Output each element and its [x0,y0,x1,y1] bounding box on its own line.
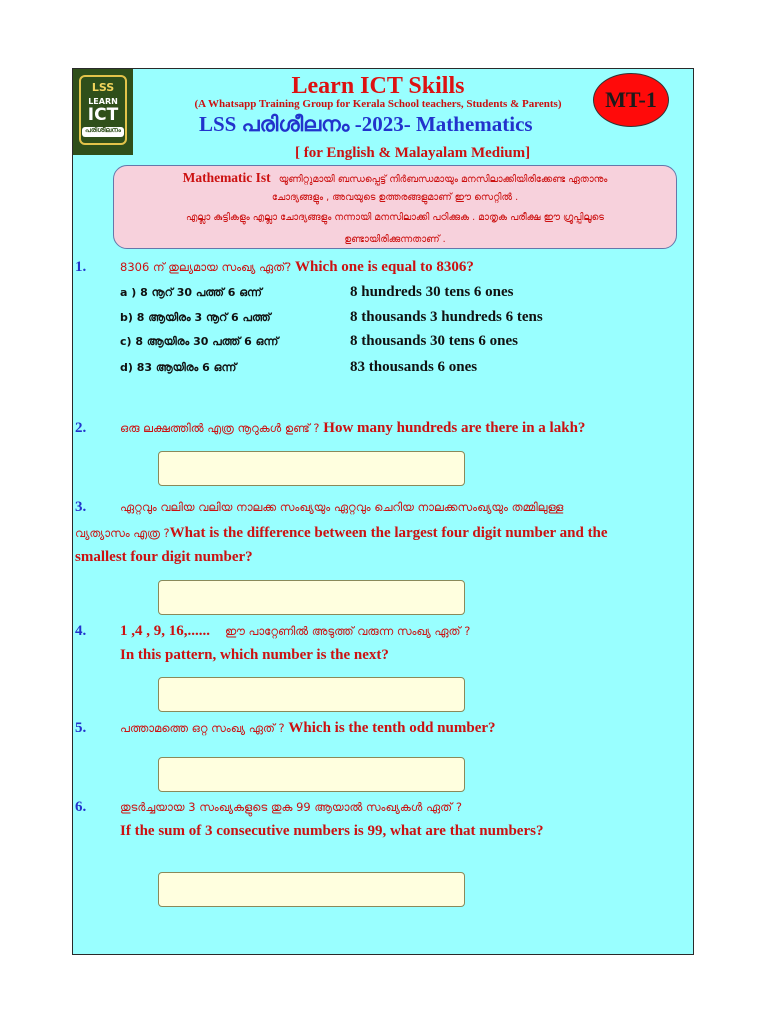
question-2-ml: ഒരു ലക്ഷത്തിൽ എത്ര നൂറുകൾ ഉണ്ട് ? [120,421,320,435]
question-3-line-2 [75,525,608,542]
question-5-text [120,720,496,737]
option-d-ml [120,359,236,376]
question-3-line-3: smallest four digit number? [75,549,253,565]
badge-label: MT-1 [605,87,657,112]
question-1-number: 1. [75,259,87,275]
question-6-number: 6. [75,799,87,815]
question-6-ml [120,799,462,816]
question-5-en: Which is the tenth odd number? [288,720,496,736]
option-d-en: 83 thousands 6 ones [350,359,478,375]
option-c-en: 8 thousands 30 tens 6 ones [350,333,518,349]
question-2-en: How many hundreds are there in a lakh? [323,420,586,436]
lss-heading: LSS പരിശീലനം -2023- Mathematics [199,112,533,136]
question-3-en-line-2: What is the difference between the largest four digit number and the [169,525,608,541]
question-3-number: 3. [75,499,87,515]
answer-box-2[interactable] [158,451,465,486]
instructions-lead: Mathematic Ist [182,170,271,185]
worksheet-page [72,68,694,955]
option-b-ml [120,309,271,326]
question-4-ml: ഈ പാറ്റേണിൽ അടുത്ത് വരുന്ന സംഖ്യ ഏത് ? [225,624,471,638]
logo-ict-text: ICT [87,105,119,125]
answer-box-6[interactable] [158,872,465,907]
page-subtitle: (A Whatsapp Training Group for Kerala School teachers, Students & Parents) [194,98,562,110]
question-3-line-1 [120,499,563,516]
question-4-en: In this pattern, which number is the next? [120,647,389,663]
answer-box-3[interactable] [158,580,465,615]
question-3-ml-line-2: വ്യത്യാസം എത്ര ? [75,526,170,540]
instructions-box [113,165,677,249]
option-a-en: 8 hundreds 30 tens 6 ones [350,284,514,300]
option-b-en: 8 thousands 3 hundreds 6 tens [350,309,543,325]
instructions-text-1: യൂണിറ്റുമായി ബന്ധപ്പെട്ട് നിർബന്ധമായും മനസിലാക്കിയിരിക്കേണ്ട ഏതാനും [278,174,608,185]
question-1-ml: 8306 ന് തുല്യമായ സംഖ്യ ഏത്? [120,260,292,274]
question-4-line-1 [120,623,470,640]
question-3-ml-line-1: ഏറ്റവും വലിയ വലിയ നാലക്ക സംഖ്യയും ഏറ്റവും ചെറിയ നാലക്കസംഖ്യയും തമ്മിലുള്ള [120,500,564,514]
instructions-line-1 [114,170,676,186]
answer-box-5[interactable] [158,757,465,792]
instructions-line-3: എല്ലാ കുട്ടികളും എല്ലാ ചോദ്യങ്ങളും നന്നായി മനസിലാക്കി പഠിക്കുക . മാതൃക പരീക്ഷ ഈ ഗ്രൂപ്പിലൂടെ [185,212,604,223]
option-b-ml-text: b) 8 ആയിരം 3 നൂറ് 6 പത്ത് [120,311,271,324]
question-5-ml: പത്താമത്തെ ഒറ്റ സംഖ്യ ഏത് ? [120,721,285,735]
logo-learn-text: LEARN [88,97,118,106]
question-5-number: 5. [75,720,87,736]
option-c-ml-text: c) 8 ആയിരം 30 പത്ത് 6 ഒന്ന് [120,335,279,348]
question-1-en: Which one is equal to 8306? [295,259,474,275]
question-2-number: 2. [75,420,87,436]
instructions-line-4: ഉണ്ടായിരിക്കുന്നതാണ് . [344,234,446,245]
option-a-ml-text: a ) 8 നൂറ് 30 പത്ത് 6 ഒന്ന് [120,286,262,299]
question-2-text [120,420,585,437]
medium-note: [ for English & Malayalam Medium] [295,145,531,161]
answer-box-4[interactable] [158,677,465,712]
question-4-pattern: 1 ,4 , 9, 16,...... [120,623,210,639]
instructions-line-2: ചോദ്യങ്ങളും , അവയുടെ ഉത്തരങ്ങളുമാണ് ഈ സെറ്റിൽ . [271,192,519,203]
option-c-ml [120,333,278,350]
question-4-number: 4. [75,623,87,639]
logo-lss-text: LSS [91,81,115,94]
question-6-en: If the sum of 3 consecutive numbers is 99, what are that numbers? [120,823,544,839]
question-6-ml-text: തുടർച്ചയായ 3 സംഖ്യകളുടെ തുക 99 ആയാൽ സംഖ്യകൾ ഏത് ? [120,800,462,814]
page-title: Learn ICT Skills [291,73,465,99]
mt1-badge [593,73,669,127]
option-d-ml-text: d) 83 ആയിരം 6 ഒന്ന് [120,361,237,374]
question-1-text [120,259,474,276]
option-a-ml [120,284,262,301]
logo-tag-text: പരിശീലനം [85,126,121,134]
